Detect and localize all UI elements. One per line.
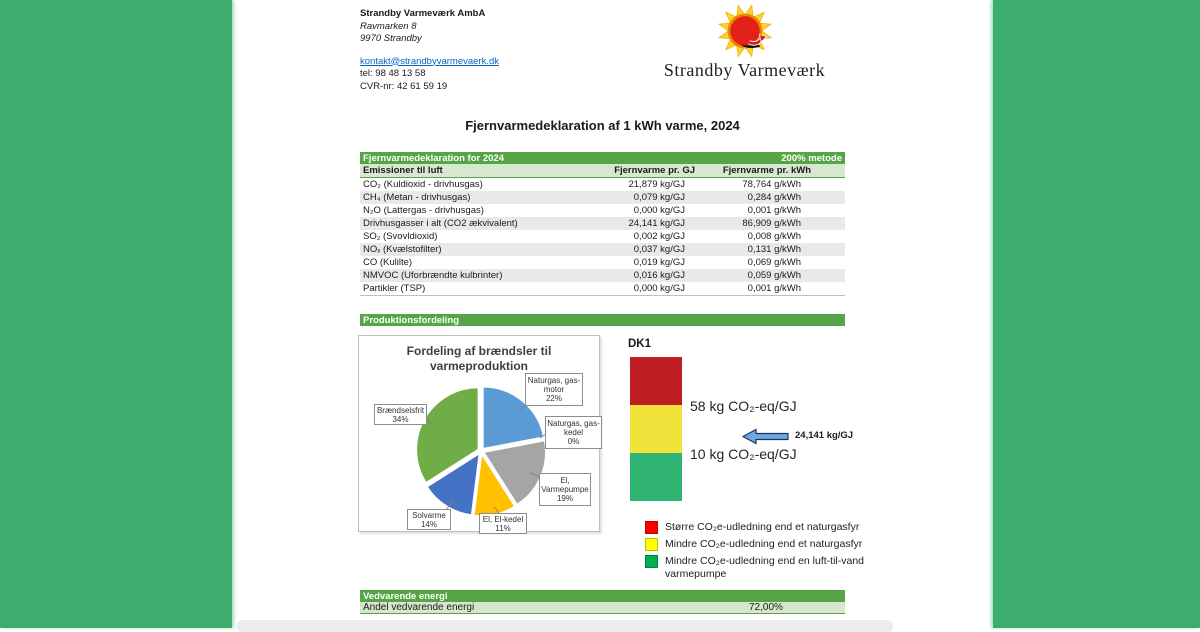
emission-name: SO₂ (Svovldioxid)	[363, 231, 438, 242]
value-arrow-icon	[742, 428, 790, 450]
legend-text: Mindre CO₂e-udledning end en luft-til-vand varmepumpe	[665, 555, 865, 580]
legend-swatch-icon	[645, 521, 658, 534]
table-row	[360, 243, 845, 256]
table-header-right: 200% metode	[781, 152, 842, 164]
emission-value: 21,879 kg/GJ	[628, 179, 685, 190]
phone-number: tel: 98 48 13 58	[360, 68, 426, 79]
emission-value: 0,284 g/kWh	[747, 192, 801, 203]
address-street: Ravmarken 8	[360, 20, 417, 32]
table-row	[360, 230, 845, 243]
emission-value: 0,079 kg/GJ	[633, 192, 685, 203]
scale-band-green	[630, 453, 682, 501]
renewable-share-label: Andel vedvarende energi	[363, 602, 475, 613]
emission-name: CO₂ (Kuldioxid - drivhusgas)	[363, 179, 483, 190]
legend-swatch-icon	[645, 555, 658, 568]
logo-text: Strandby Varmeværk	[663, 60, 826, 80]
page-title: Fjernvarmedeklaration af 1 kWh varme, 2024	[465, 118, 740, 133]
chart-title: Fordeling af brændsler til varmeproduktion	[406, 344, 552, 373]
email-link[interactable]: kontakt@strandbyvarmevaerk.dk	[360, 55, 500, 67]
emission-value: 0,008 g/kWh	[747, 231, 801, 242]
emission-value: 86,909 g/kWh	[742, 218, 801, 229]
scale-band-red	[630, 357, 682, 405]
current-emission-value: 24,141 kg/GJ	[795, 430, 854, 441]
left-green-panel	[0, 0, 232, 628]
renewable-section-bar	[360, 590, 845, 602]
pie-label-solvarme: Solvarme 14%	[407, 509, 451, 530]
table-column-headers	[360, 164, 845, 178]
cvr-number: CVR-nr: 42 61 59 19	[360, 80, 448, 92]
emission-value: 0,059 g/kWh	[747, 270, 801, 281]
legend-text: Mindre CO₂e-udledning end et naturgasfyr	[665, 538, 863, 550]
table-header-left: Fjernvarmedeklaration for 2024	[363, 152, 504, 164]
renewable-section-title: Vedvarende energi	[363, 590, 448, 602]
legend-swatch-icon	[645, 538, 658, 551]
table-row	[360, 191, 845, 204]
table-body	[360, 178, 845, 296]
pie-label-naturgas-gas-kedel: Naturgas, gas- kedel 0%	[545, 416, 602, 449]
legend-item	[645, 521, 895, 534]
emission-name: NOₓ (Kvælstofilter)	[363, 244, 442, 255]
emissions-table	[360, 152, 845, 296]
renewable-share-value: 72,00%	[749, 602, 783, 613]
legend-item	[645, 538, 895, 551]
sun-icon	[697, 2, 793, 62]
scale-legend	[645, 521, 895, 585]
emission-value: 0,016 kg/GJ	[633, 270, 685, 281]
emission-value: 0,000 kg/GJ	[633, 205, 685, 216]
scale-band-yellow	[630, 405, 682, 453]
legend-text: Større CO₂e-udledning end et naturgasfyr	[665, 521, 860, 533]
table-header-bar	[360, 152, 845, 164]
pie-label-naturgas-gas-motor: Naturgas, gas- motor 22%	[525, 373, 583, 406]
table-row	[360, 204, 845, 217]
emission-name: Partikler (TSP)	[363, 283, 426, 294]
fuel-distribution-chart	[358, 335, 600, 532]
scale-lower-threshold: 10 kg CO₂-eq/GJ	[690, 446, 797, 462]
emission-value: 0,019 kg/GJ	[633, 257, 685, 268]
legend-item	[645, 555, 895, 581]
table-row	[360, 178, 845, 191]
scale-upper-threshold: 58 kg CO₂-eq/GJ	[690, 398, 797, 414]
right-green-panel	[993, 0, 1200, 628]
emission-value: 0,069 g/kWh	[747, 257, 801, 268]
company-name: Strandby Varmeværk AmbA	[360, 8, 486, 19]
emission-value: 0,131 g/kWh	[747, 244, 801, 255]
emission-value: 0,000 kg/GJ	[633, 283, 685, 294]
emission-value: 0,037 kg/GJ	[633, 244, 685, 255]
emission-value: 78,764 g/kWh	[742, 179, 801, 190]
emission-name: CH₄ (Metan - drivhusgas)	[363, 192, 471, 203]
pie-label-el-varmepumpe: El, Varmepumpe 19%	[539, 473, 591, 506]
production-section-title: Produktionsfordeling	[363, 314, 460, 326]
production-section-bar	[360, 314, 845, 326]
emission-value: 24,141 kg/GJ	[628, 218, 685, 229]
company-logo	[647, 2, 842, 81]
emission-name: NMVOC (Uforbrændte kulbrinter)	[363, 270, 503, 281]
pie-label-el-el-kedel: El, El-kedel 11%	[479, 513, 527, 534]
pie-label-br-ndselsfrit: Brændselsfrit 34%	[374, 404, 427, 425]
column-header-kwh: Fjernvarme pr. kWh	[722, 165, 811, 176]
region-label: DK1	[628, 338, 652, 350]
renewable-share-row	[360, 602, 845, 614]
table-row	[360, 282, 845, 295]
emission-name: CO (Kulilte)	[363, 257, 413, 268]
column-header-gj: Fjernvarme pr. GJ	[614, 165, 695, 176]
address-city: 9970 Strandby	[360, 33, 422, 44]
table-row	[360, 269, 845, 282]
emission-value: 0,001 g/kWh	[747, 205, 801, 216]
table-row	[360, 217, 845, 230]
emission-name: Drivhusgasser i alt (CO2 ækvivalent)	[363, 218, 518, 229]
emission-value: 0,001 g/kWh	[747, 283, 801, 294]
emission-value: 0,002 kg/GJ	[633, 231, 685, 242]
bottom-strip	[237, 620, 893, 632]
emission-name: N₂O (Lattergas - drivhusgas)	[363, 205, 484, 216]
company-address-block	[360, 8, 499, 93]
co2-scale	[630, 357, 682, 501]
column-header-emissions: Emissioner til luft	[363, 165, 443, 176]
table-row	[360, 256, 845, 269]
